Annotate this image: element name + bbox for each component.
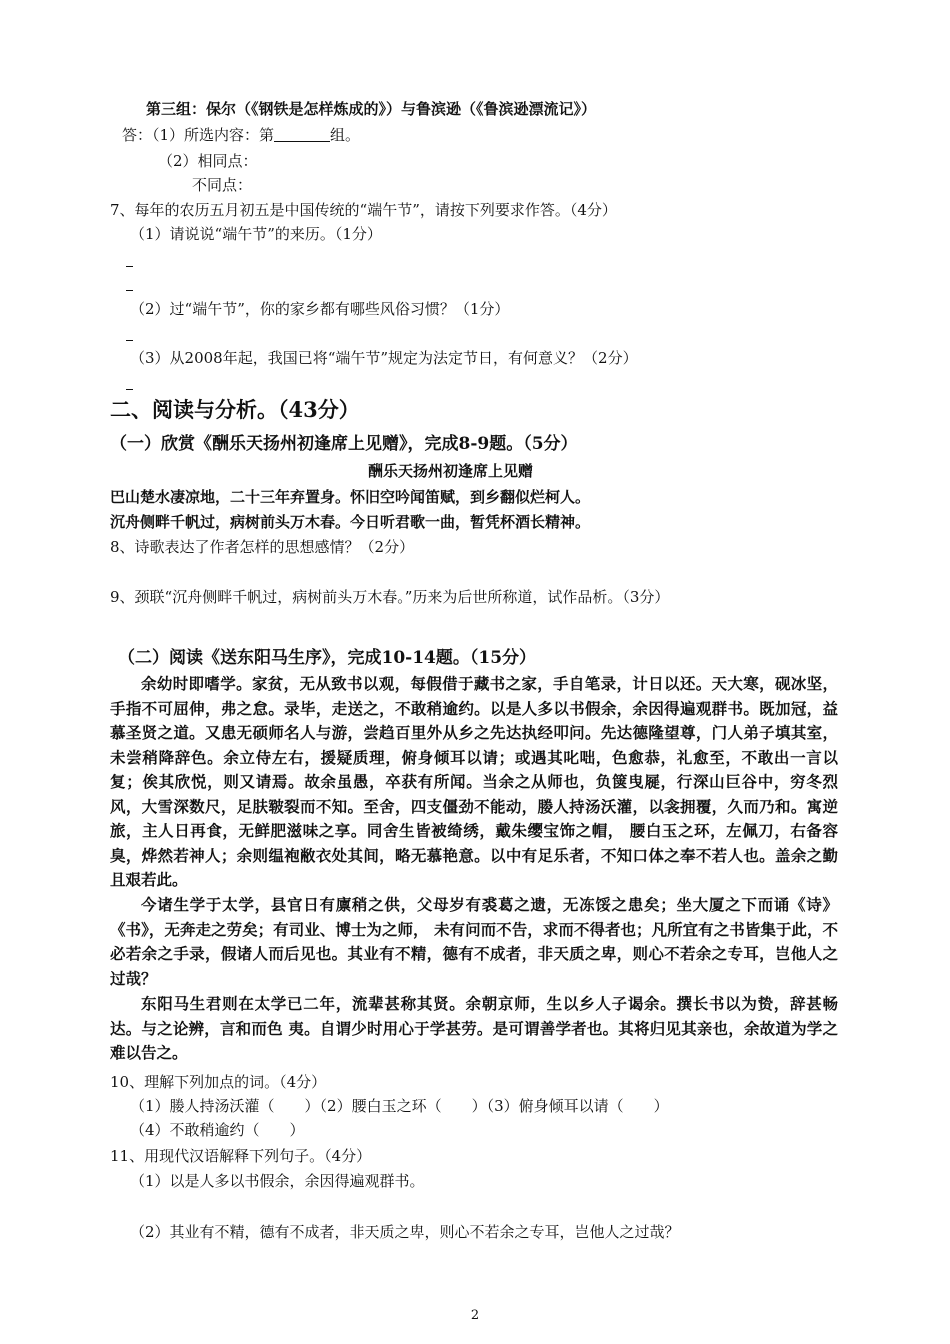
q9: 9、颈联“沉舟侧畔千帆过，病树前头万木春。”历来为后世所称道，试作品析。（3分） bbox=[110, 588, 670, 606]
poem-line1: 巴山楚水凄凉地，二十三年弃置身。怀旧空吟闻笛赋，到乡翻似烂柯人。 bbox=[110, 488, 591, 506]
q6-answer-prefix: 答：（1）所选内容：第 bbox=[122, 126, 275, 144]
part2-title: （二）阅读《送东阳马生序》，完成10-14题。（15分） bbox=[118, 648, 537, 668]
q6-answer-suffix: 组。 bbox=[330, 126, 361, 144]
q7-part2: （2）过“端午节”，你的家乡都有哪些风俗习惯？（1分） bbox=[130, 300, 510, 318]
group-blank[interactable] bbox=[274, 126, 330, 142]
passage-para1: 余幼时即嗜学。家贫，无从致书以观，每假借于藏书之家，手自笔录，计日以还。天大寒，砚冰坚，手指不可屈伸，弗之怠。录毕，走送之，不敢稍逾约。以是人多以书假余，余因得遍观群书。既加冠，益慕圣贤之道。又患无硕师名人与游，尝趋百里外从乡之先达执经叩问。先达德隆望尊，门人弟子填其室，未尝稍降辞色。余立侍左右，援疑质理，俯身倾耳以请；或遇其叱咄，色愈恭，礼愈至，不敢出一言以复；俟其欣悦，则又请焉。故余虽愚，卒获有所闻。当余之从师也，负箧曳屣，行深山巨谷中，穷冬烈风，大雪深数尺，足肤皲裂而不知。至舍，四支僵劲不能动，媵人持汤沃灌，以衾拥覆，久而乃和。寓逆旅，主人日再食，无鲜肥滋味之享。同舍生皆被绮绣，戴朱缨宝饰之帽， 腰白玉之环，左佩刀，右备容臭，烨然若神人；余则缊袍敝衣处其间，略无慕艳意。以中有足乐者，不知口体之奉不若人也。盖余之勤且艰若此。 bbox=[110, 674, 838, 889]
q8: 8、诗歌表达了作者怎样的思想感情？（2分） bbox=[110, 538, 415, 556]
answer-mark bbox=[126, 340, 133, 341]
q10: 10、理解下列加点的词。（4分） bbox=[110, 1073, 327, 1091]
q6-answer-line bbox=[122, 124, 360, 146]
answer-mark bbox=[126, 290, 133, 291]
page-number: 2 bbox=[470, 1308, 480, 1323]
section2-title: 二、阅读与分析。（43分） bbox=[110, 397, 360, 422]
q6-group3: 第三组：保尔（《钢铁是怎样炼成的》）与鲁滨逊（《鲁滨逊漂流记》） bbox=[146, 100, 597, 118]
answer-mark bbox=[126, 266, 133, 267]
poem-line2: 沉舟侧畔千帆过，病树前头万木春。今日听君歌一曲，暂凭杯酒长精神。 bbox=[110, 513, 591, 531]
q7-part3: （3）从2008年起，我国已将“端午节”规定为法定节日，有何意义？（2分） bbox=[130, 349, 638, 367]
poem-title: 酬乐天扬州初逢席上见赠 bbox=[368, 462, 534, 480]
q11-part2: （2）其业有不精，德有不成者，非天质之卑，则心不若余之专耳，岂他人之过哉？ bbox=[130, 1223, 680, 1241]
passage-para3: 东阳马生君则在太学已二年，流辈甚称其贤。余朝京师，生以乡人子谒余。撰长书以为贽，辞甚畅达。与之论辨，言和而色 夷。自谓少时用心于学甚劳。是可谓善学者也。其将归见其亲也，余故道为学之难以告之。 bbox=[110, 994, 838, 1062]
q11-part1: （1）以是人多以书假余，余因得遍观群书。 bbox=[130, 1172, 425, 1190]
q6-diff: 不同点： bbox=[192, 176, 253, 194]
q10-item4: （4）不敢稍逾约（ ） bbox=[130, 1121, 305, 1139]
q11: 11、用现代汉语解释下列句子。（4分） bbox=[110, 1147, 372, 1165]
q7-title: 7、每年的农历五月初五是中国传统的“端午节”，请按下列要求作答。（4分） bbox=[110, 201, 617, 219]
answer-mark bbox=[126, 389, 133, 390]
q10-items: （1）媵人持汤沃灌（ ）（2）腰白玉之环（ ）（3）俯身倾耳以请（ ） bbox=[130, 1097, 669, 1115]
passage-para2: 今诸生学于太学，县官日有廪稍之供，父母岁有裘葛之遗，无冻馁之患矣；坐大厦之下而诵《诗》《书》，无奔走之劳矣；有司业、博士为之师， 未有问而不告，求而不得者也；凡所宜有之书皆集于此，不必若余之手录，假诸人而后见也。其业有不精，德有不成者，非天质之卑，则心不若余之专耳，岂他人之过哉？ bbox=[110, 895, 838, 988]
part1-title: （一）欣赏《酬乐天扬州初逢席上见赠》，完成8-9题。（5分） bbox=[110, 434, 578, 454]
q7-part1: （1）请说说“端午节”的来历。（1分） bbox=[130, 225, 382, 243]
q6-same: （2）相同点： bbox=[158, 152, 258, 170]
